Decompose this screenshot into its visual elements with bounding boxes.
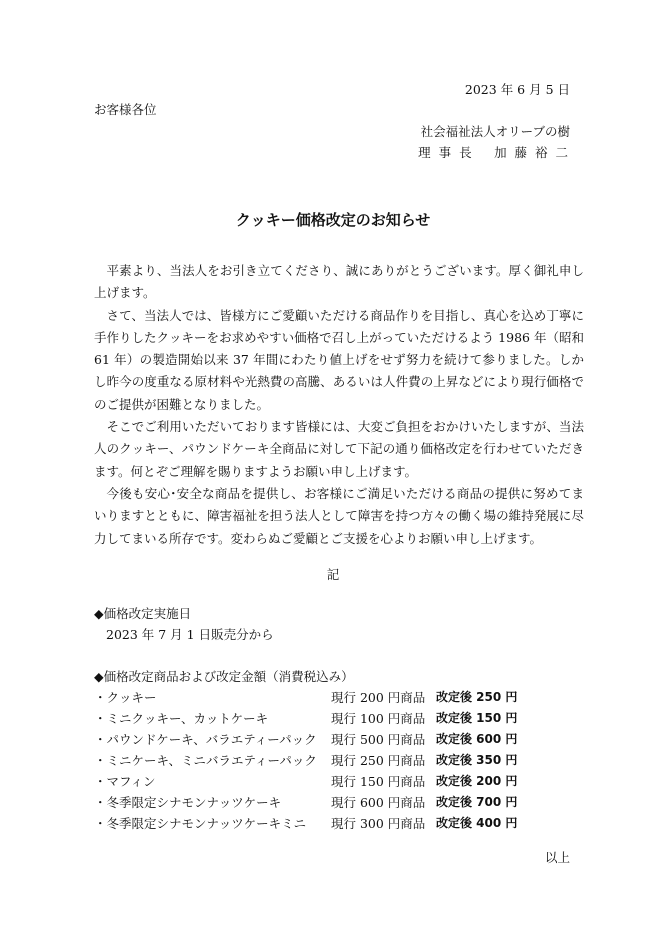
current-price: 現行 150 円商品 bbox=[331, 774, 426, 789]
price-row bbox=[94, 772, 574, 793]
effective-date-value: 2023 年 7 月 1 日販売分から bbox=[106, 627, 274, 642]
current-price: 現行 100 円商品 bbox=[331, 711, 426, 726]
new-price: 改定後 250 円 bbox=[436, 690, 518, 704]
recipient: お客様各位 bbox=[94, 102, 157, 117]
price-row bbox=[94, 751, 574, 772]
new-price: 改定後 200 円 bbox=[436, 774, 518, 788]
page-title: クッキー価格改定のお知らせ bbox=[235, 211, 431, 229]
product-name: ・マフィン bbox=[94, 774, 156, 789]
organization-name: 社会福祉法人オリーブの樹 bbox=[420, 124, 570, 139]
current-price: 現行 300 円商品 bbox=[331, 816, 426, 831]
paragraph: 平素より、当法人をお引き立てくださり、誠にありがとうございます。厚く御礼申し上げます。 bbox=[94, 263, 584, 301]
new-price: 改定後 600 円 bbox=[436, 732, 518, 746]
ki-marker: 記 bbox=[326, 567, 340, 582]
price-row bbox=[94, 814, 574, 835]
product-name: ・冬季限定シナモンナッツケーキ bbox=[94, 795, 282, 810]
new-price: 改定後 700 円 bbox=[436, 795, 518, 809]
price-row bbox=[94, 730, 574, 751]
current-price: 現行 500 円商品 bbox=[331, 732, 426, 747]
current-price: 現行 600 円商品 bbox=[331, 795, 426, 810]
price-row bbox=[94, 709, 574, 730]
price-list-heading: ◆価格改定商品および改定金額（消費税込み） bbox=[94, 669, 354, 684]
paragraph: さて、当法人では、皆様方にご愛顧いただける商品作りを目指し、真心を込め丁寧に手作りしたクッキーをお求めやすい価格で召し上がっていただけるよう 1986 年（昭和 61 年）の製造開始以来 37 年間にわたり値上げをせず努力を続けて参りました。しかし昨今の度重なる原材料や光熱費の高騰、あるいは人件費の上昇などにより現行価格でのご提供が困難となりました。 bbox=[94, 307, 584, 412]
new-price: 改定後 400 円 bbox=[436, 816, 518, 830]
current-price: 現行 250 円商品 bbox=[331, 753, 426, 768]
paragraph: そこでご利用いただいております皆様には、大変ご負担をおかけいたしますが、当法人のクッキー、パウンドケーキ全商品に対して下記の通り価格改定を行わせていただきます。何とぞご理解を賜りますようお願い申し上げます。 bbox=[94, 419, 584, 479]
price-row bbox=[94, 793, 574, 814]
current-price: 現行 200 円商品 bbox=[331, 690, 426, 705]
product-name: ・ミニケーキ、ミニバラエティーパック bbox=[94, 753, 317, 768]
product-name: ・パウンドケーキ、バラエティーパック bbox=[94, 732, 317, 747]
effective-date-heading: ◆価格改定実施日 bbox=[94, 606, 192, 621]
closing-mark: 以上 bbox=[544, 850, 570, 865]
body-text bbox=[94, 260, 584, 550]
new-price: 改定後 350 円 bbox=[436, 753, 518, 767]
product-name: ・クッキー bbox=[94, 690, 157, 705]
product-name: ・冬季限定シナモンナッツケーキミニ bbox=[94, 816, 307, 831]
paragraph: 今後も安心･安全な商品を提供し、お客様にご満足いただける商品の提供に努めてまいりますとともに、障害福祉を担う法人として障害を持つ方々の働く場の維持発展に尽力してまいる所存です。変わらぬご愛顧とご支援を心よりお願い申し上げます。 bbox=[94, 485, 584, 546]
price-row bbox=[94, 688, 574, 709]
issue-date: 2023 年 6 月 5 日 bbox=[464, 82, 570, 97]
new-price: 改定後 150 円 bbox=[436, 711, 518, 725]
signatory: 理 事 長 加 藤 裕 二 bbox=[418, 145, 570, 160]
product-name: ・ミニクッキー、カットケーキ bbox=[94, 711, 269, 726]
